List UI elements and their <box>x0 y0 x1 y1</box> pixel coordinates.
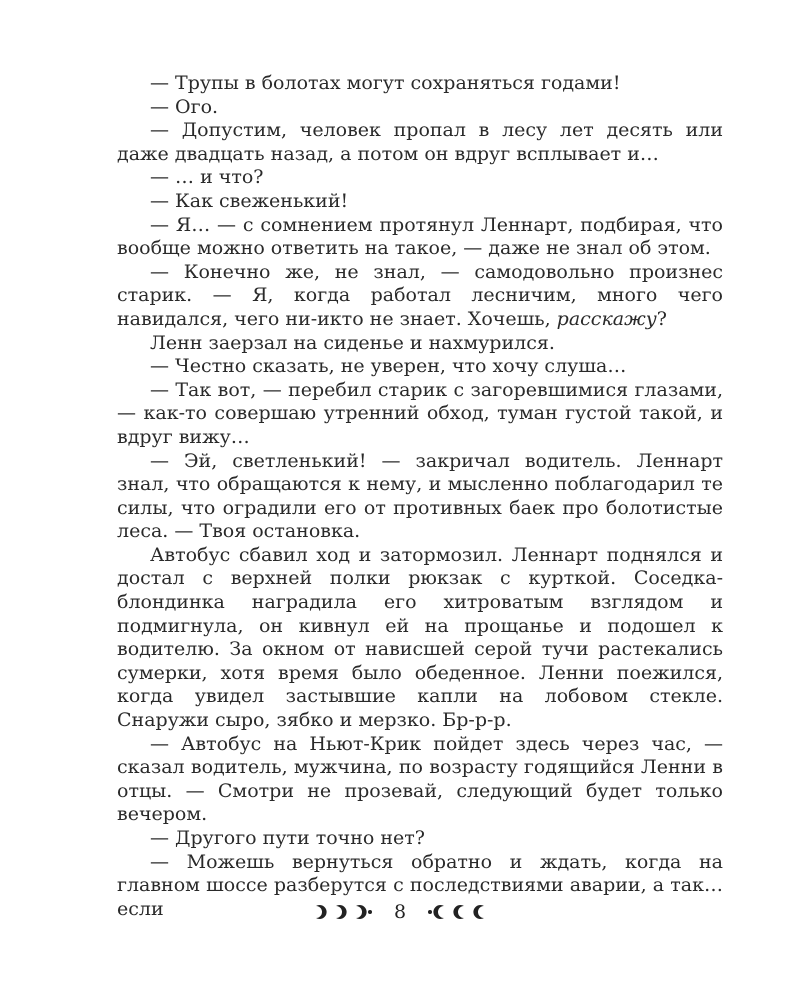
paragraph: — Трупы в болотах могут сохраняться годами! <box>150 72 621 94</box>
italic-word: расскажу <box>556 307 657 330</box>
italic-tail: ? <box>656 307 667 330</box>
paragraph: — Ого. <box>150 95 219 118</box>
paragraph: Автобус сбавил ход и затормозил. Леннарт поднялся и достал с верхней полки рюкзак с курткой. Соседка-блондинка наградила его хитроватым взглядом и подмигнула, он кивнул ей на прощанье и подошел к водителю. За окном от нависшей серой тучи растекались сумерки, хотя время было обеденное. Ленни поежился, когда увидел застывшие капли на лобовом стекле. Снаружи сыро, зябко и мерзко. Бр-р-р. <box>117 543 723 732</box>
page-footer <box>0 900 800 923</box>
paragraph: — Я… — с сомнением протянул Леннарт, подбирая, что вообще можно ответить на такое, — даже не знал об этом. <box>117 213 723 260</box>
page-text <box>117 72 723 921</box>
paragraph: — Как свеженький! <box>150 189 349 212</box>
paragraph: — Честно сказать, не уверен, что хочу слуша… <box>150 355 627 378</box>
paragraph-text: — Конечно же, не знал, — самодовольно произнес старик. — Я, когда работал лесничим, много чего навидался, чего ни-икто не знает. Хочешь, <box>117 260 723 330</box>
paragraph: — … и что? <box>150 166 264 189</box>
page-number: 8 <box>393 901 407 923</box>
paragraph-with-italic <box>117 261 723 332</box>
left-crescent-ornament-icon <box>312 904 374 920</box>
right-crescent-ornament-icon <box>426 904 488 920</box>
paragraph: — Автобус на Ньют-Крик пойдет здесь через час, — сказал водитель, мужчина, по возрасту годящийся Ленни в отцы. — Смотри не прозевай, следующий будет только вечером. <box>117 732 723 826</box>
paragraph: Ленн заерзал на сиденье и нахмурился. <box>150 331 555 354</box>
paragraph: — Другого пути точно нет? <box>150 827 425 849</box>
paragraph: — Эй, светленький! — закричал водитель. Леннарт знал, что обращаются к нему, и мысленно поблагодарил те силы, что оградили его от противных баек про болотистые леса. — Твоя остановка. <box>117 449 723 543</box>
paragraph: — Допустим, человек пропал в лесу лет десять или даже двадцать назад, а потом он вдруг всплывает и… <box>117 119 723 165</box>
paragraph: — Так вот, — перебил старик с загоревшимися глазами, — как-то совершаю утренний обход, туман густой такой, и вдруг вижу… <box>117 378 723 448</box>
paragraph: — Можешь вернуться обратно и ждать, когда на главном шоссе разберутся с последствиями аварии, а так… если <box>117 850 723 920</box>
